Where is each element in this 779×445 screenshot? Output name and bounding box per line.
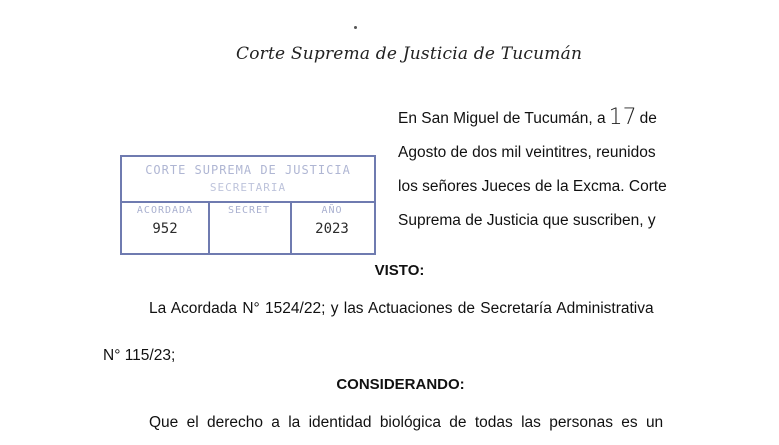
registration-stamp: [120, 155, 376, 255]
considerando-heading: CONSIDERANDO:: [336, 376, 465, 393]
intro-line-4: Suprema de Justicia que suscriben, y: [398, 212, 656, 229]
intro-line-1-text: En San Miguel de Tucumán, a: [398, 110, 606, 127]
stamp-year-value: 2023: [315, 221, 349, 237]
considerando-paragraph-line-1: Que el derecho a la identidad biológica de todas las personas es un: [149, 414, 664, 431]
stamp-acordada-number: 952: [152, 221, 178, 237]
stamp-cell-header: ACORDADA: [136, 205, 194, 216]
visto-paragraph-line-1: La Acordada N° 1524/22; y las Actuaciones de Secretaría Administrativa: [149, 300, 654, 317]
stamp-cell-acordada: [122, 201, 210, 253]
intro-line-2: Agosto de dos mil veintitres, reunidos: [398, 144, 656, 161]
stamp-cell-year: [290, 201, 374, 253]
intro-paragraph: [398, 100, 698, 238]
intro-line-3: los señores Jueces de la Excma. Corte: [398, 178, 667, 195]
stamp-cell-secretaria: [208, 201, 292, 253]
court-header: Corte Suprema de Justicia de Tucumán: [236, 44, 583, 64]
stamp-cell-header: SECRET: [227, 205, 271, 216]
intro-line-1-end: de: [639, 110, 657, 127]
speck-mark: [354, 26, 357, 29]
stamp-top-line: CORTE SUPREMA DE JUSTICIA: [145, 163, 351, 177]
visto-paragraph-line-2: N° 115/23;: [103, 347, 176, 364]
stamp-cell-header: AÑO: [321, 205, 343, 216]
intro-line-1: [398, 100, 698, 136]
stamp-second-line: SECRETARIA: [209, 181, 287, 194]
visto-heading: VISTO:: [374, 262, 425, 279]
handwritten-day: 17: [608, 105, 637, 130]
